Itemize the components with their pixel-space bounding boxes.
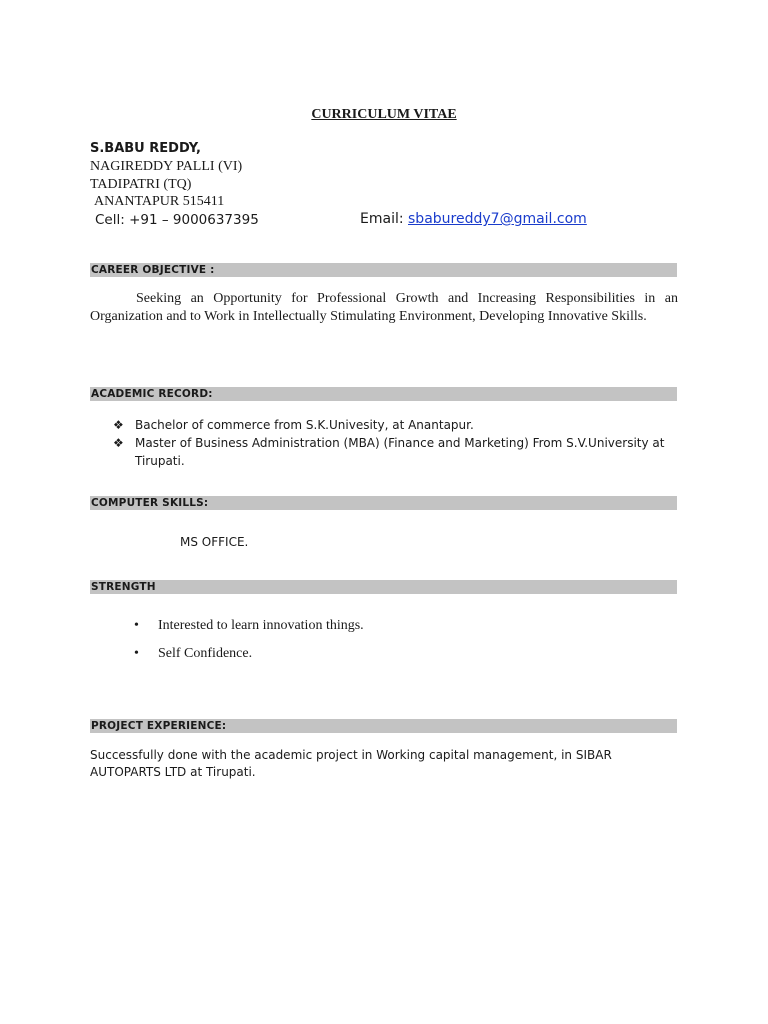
diamond-bullet-icon: ❖ [113, 436, 124, 450]
round-bullet-icon: • [134, 646, 139, 661]
list-item [113, 434, 673, 470]
academic-item-text: Bachelor of commerce from S.K.Univesity, at Anantapur. [135, 418, 474, 432]
address-line-1: NAGIREDDY PALLI (VI) [90, 159, 243, 174]
section-heading-career-objective: CAREER OBJECTIVE : [90, 263, 677, 277]
section-heading-strength: STRENGTH [90, 580, 677, 594]
round-bullet-icon: • [134, 618, 139, 633]
section-heading-project-experience: PROJECT EXPERIENCE: [90, 719, 677, 733]
project-experience-text: Successfully done with the academic project in Working capital management, in SIBAR AUTOPARTS LTD at Tirupati. [90, 748, 612, 779]
strength-item-text: Self Confidence. [158, 646, 253, 661]
email-link[interactable]: sbabureddy7@gmail.com [408, 211, 587, 227]
strength-item-text: Interested to learn innovation things. [158, 618, 364, 633]
address-line-2: TADIPATRI (TQ) [90, 177, 192, 192]
list-item [113, 416, 673, 434]
section-heading-computer-skills: COMPUTER SKILLS: [90, 496, 677, 510]
diamond-bullet-icon: ❖ [113, 418, 124, 432]
academic-record-list [113, 416, 673, 470]
strength-list [134, 612, 364, 668]
academic-item-text: Master of Business Administration (MBA) (Finance and Marketing) From S.V.University at Tirupati. [135, 436, 665, 468]
list-item [134, 640, 364, 668]
email-label: Email: [360, 211, 404, 227]
candidate-name: S.BABU REDDY, [90, 141, 201, 156]
computer-skills-text: MS OFFICE. [180, 535, 249, 549]
address-line-3: ANANTAPUR 515411 [94, 194, 225, 209]
section-heading-academic-record: ACADEMIC RECORD: [90, 387, 677, 401]
document-title: CURRICULUM VITAE [311, 107, 457, 122]
career-objective-text: Seeking an Opportunity for Professional Growth and Increasing Responsibilities in an Organization and to Work in Intellectually Stimulating Environment, Developing Innovative Skills. [90, 291, 678, 324]
list-item [134, 612, 364, 640]
email-block [360, 211, 587, 227]
cell-number: Cell: +91 – 9000637395 [95, 212, 259, 228]
